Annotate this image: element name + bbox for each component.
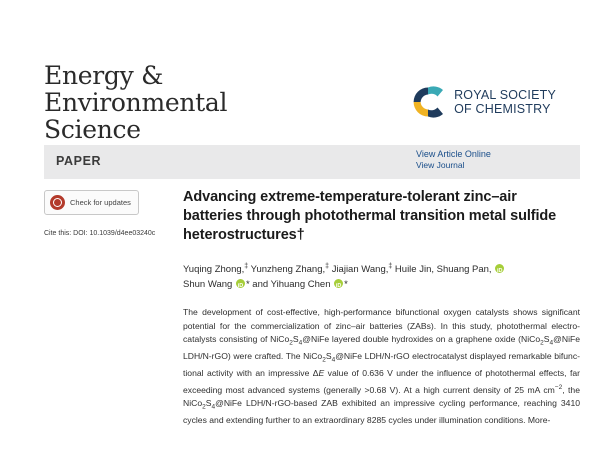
journal-title-line1: Energy & (44, 61, 164, 90)
author-mark: ‡ (325, 263, 330, 270)
abstract-text: The development of cost-effective, high-performance bifunctional oxygen catalysts shows significant potential for the commercialization of zinc–air batteries (ZABs). In this study, photothermal electro- catalysts consisting of $NiCo_2S_4@NiFe$ layered double hydroxides on a graphene oxide ($NiCo_2S_4@NiFe$ LDH/N-rGO) were crafted. The $NiCo_2S_4@NiFe$ LDH/N-rGO electrocatalyst displayed remarkable bifunc- tional activity with an impressive ΔE value of 0.636 V under the influence of photothermal effects, far exceeding most advanced systems (generally >0.68 V). At a high current density of 25 mA $cm^{-2}$, the $NiCo_2S_4@NiFe$ LDH/N-rGO-based ZAB exhibited an impressive cycling performance, reaching 3410 cycles and extending further to an extraordinary 8285 cycles under illumination conditions. More- (183, 307, 581, 426)
author-name[interactable]: Yuqing Zhong, (183, 264, 245, 276)
crossmark-icon (50, 195, 65, 210)
view-article-online-link[interactable]: View Article Online (416, 149, 491, 159)
author-mark: ‡ (244, 263, 249, 270)
paper-type-label: PAPER (56, 154, 102, 168)
view-journal-link[interactable]: View Journal (416, 160, 465, 170)
online-links (416, 149, 546, 171)
publisher-name (454, 88, 556, 116)
orcid-icon[interactable] (334, 279, 343, 288)
article-body (183, 188, 580, 436)
orcid-icon[interactable] (236, 279, 245, 288)
orcid-icon[interactable] (495, 264, 504, 273)
rsc-c-logo-icon (410, 84, 446, 120)
check-for-updates-button[interactable] (44, 190, 139, 215)
author-name[interactable]: Shuang Pan, (436, 264, 492, 276)
author-name[interactable]: Shun Wang (183, 279, 233, 291)
masthead (44, 61, 556, 144)
journal-title-line3: Science (44, 115, 141, 144)
publisher-logo (410, 84, 556, 120)
corresponding-mark: * (344, 279, 348, 291)
journal-title-line2: Environmental (44, 88, 228, 117)
paper-type-bar (44, 145, 580, 179)
author-mark: ‡ (388, 263, 393, 270)
author-name[interactable]: Yihuang Chen (270, 279, 331, 291)
author-conjunction: and (252, 279, 269, 291)
author-name[interactable]: Yunzheng Zhang, (250, 264, 326, 276)
cite-this-doi: Cite this: DOI: 10.1039/d4ee03240c (44, 230, 156, 237)
author-list (183, 259, 580, 292)
left-column (44, 190, 164, 239)
author-name[interactable]: Huile Jin, (394, 264, 434, 276)
journal-title (44, 62, 344, 143)
author-name[interactable]: Jiajian Wang, (331, 264, 389, 276)
corresponding-mark: * (245, 279, 250, 291)
article-title: Advancing extreme-temperature-tolerant zinc–air batteries through photothermal transition metal sulfide heterostructures† (183, 189, 557, 243)
publisher-name-line1: ROYAL SOCIETY (454, 88, 556, 102)
publisher-name-line2: OF CHEMISTRY (454, 102, 551, 116)
check-for-updates-label: Check for updates (70, 198, 131, 207)
